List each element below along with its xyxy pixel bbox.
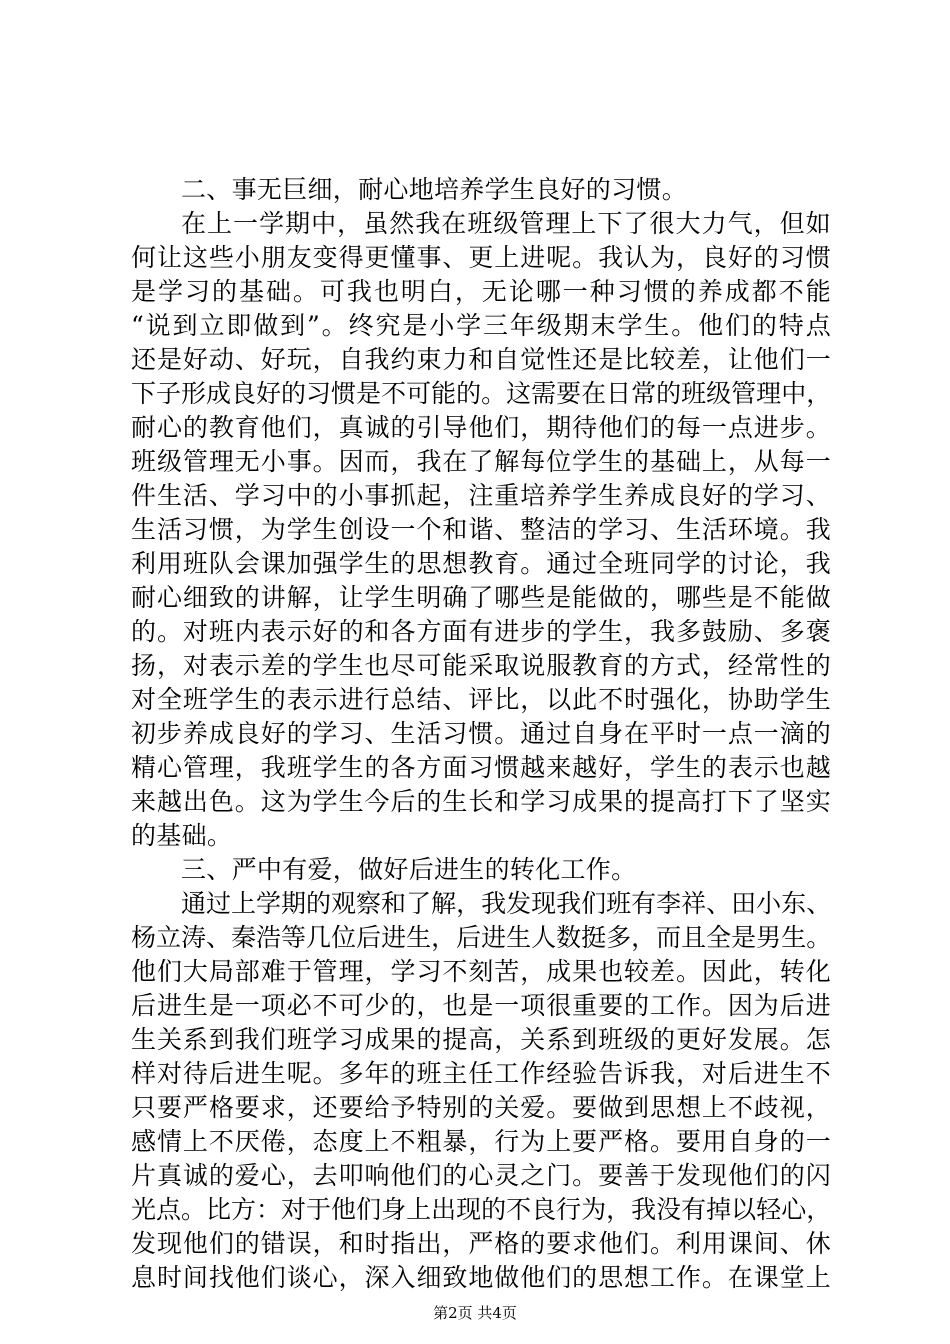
paragraph-line: 初步养成良好的学习、生活习惯。通过自身在平时一点一滴的 xyxy=(131,719,831,748)
paragraph-line: 耐心细致的讲解，让学生明确了哪些是能做的，哪些是不能做 xyxy=(131,583,831,612)
section-heading: 三、严中有爱，做好后进生的转化工作。 xyxy=(181,855,637,884)
page-number-footer: 第2页 共4页 xyxy=(433,1304,517,1322)
paragraph-line: 对全班学生的表示进行总结、评比，以此不时强化，协助学生 xyxy=(131,685,831,714)
paragraph-line: “说到立即做到”。终究是小学三年级期末学生。他们的特点 xyxy=(131,311,831,340)
paragraph-line: 何让这些小朋友变得更懂事、更上进呢。我认为，良好的习惯 xyxy=(131,243,831,272)
paragraph-line: 还是好动、好玩，自我约束力和自觉性还是比较差，让他们一 xyxy=(131,345,831,374)
paragraph-line: 生活习惯，为学生创设一个和谐、整洁的学习、生活环境。我 xyxy=(131,515,831,544)
section-heading: 二、事无巨细，耐心地培养学生良好的习惯。 xyxy=(181,175,688,204)
paragraph-line: 利用班队会课加强学生的思想教育。通过全班同学的讨论，我 xyxy=(131,549,831,578)
paragraph-line: 在上一学期中，虽然我在班级管理上下了很大力气，但如 xyxy=(181,209,831,238)
paragraph-line: 生关系到我们班学习成果的提高，关系到班级的更好发展。怎 xyxy=(131,1025,831,1054)
paragraph-line: 是学习的基础。可我也明白，无论哪一种习惯的养成都不能 xyxy=(131,277,831,306)
paragraph-line: 通过上学期的观察和了解，我发现我们班有李祥、田小东、 xyxy=(181,889,831,918)
paragraph-line: 杨立涛、秦浩等几位后进生，后进生人数挺多，而且全是男生。 xyxy=(131,923,831,952)
paragraph-line: 感情上不厌倦，态度上不粗暴，行为上要严格。要用自身的一 xyxy=(131,1127,831,1156)
paragraph-line: 样对待后进生呢。多年的班主任工作经验告诉我，对后进生不 xyxy=(131,1059,831,1088)
paragraph-line: 精心管理，我班学生的各方面习惯越来越好，学生的表示也越 xyxy=(131,753,831,782)
paragraph-line: 件生活、学习中的小事抓起，注重培养学生养成良好的学习、 xyxy=(131,481,831,510)
paragraph-line: 光点。比方：对于他们身上出现的不良行为，我没有掉以轻心， xyxy=(131,1195,831,1224)
paragraph-line: 片真诚的爱心，去叩响他们的心灵之门。要善于发现他们的闪 xyxy=(131,1161,831,1190)
paragraph-line: 的。对班内表示好的和各方面有进步的学生，我多鼓励、多褒 xyxy=(131,617,831,646)
paragraph-line: 后进生是一项必不可少的，也是一项很重要的工作。因为后进 xyxy=(131,991,831,1020)
paragraph-line: 扬，对表示差的学生也尽可能采取说服教育的方式，经常性的 xyxy=(131,651,831,680)
paragraph-line: 只要严格要求，还要给予特别的关爱。要做到思想上不歧视， xyxy=(131,1093,831,1122)
paragraph-line: 的基础。 xyxy=(131,821,233,850)
paragraph-line: 班级管理无小事。因而，我在了解每位学生的基础上，从每一 xyxy=(131,447,831,476)
paragraph-line: 耐心的教育他们，真诚的引导他们，期待他们的每一点进步。 xyxy=(131,413,831,442)
paragraph-line: 息时间找他们谈心，深入细致地做他们的思想工作。在课堂上 xyxy=(131,1263,831,1292)
paragraph-line: 他们大局部难于管理，学习不刻苦，成果也较差。因此，转化 xyxy=(131,957,831,986)
paragraph-line: 下子形成良好的习惯是不可能的。这需要在日常的班级管理中， xyxy=(131,379,831,408)
paragraph-line: 来越出色。这为学生今后的生长和学习成果的提高打下了坚实 xyxy=(131,787,831,816)
paragraph-line: 发现他们的错误，和时指出，严格的要求他们。利用课间、休 xyxy=(131,1229,831,1258)
